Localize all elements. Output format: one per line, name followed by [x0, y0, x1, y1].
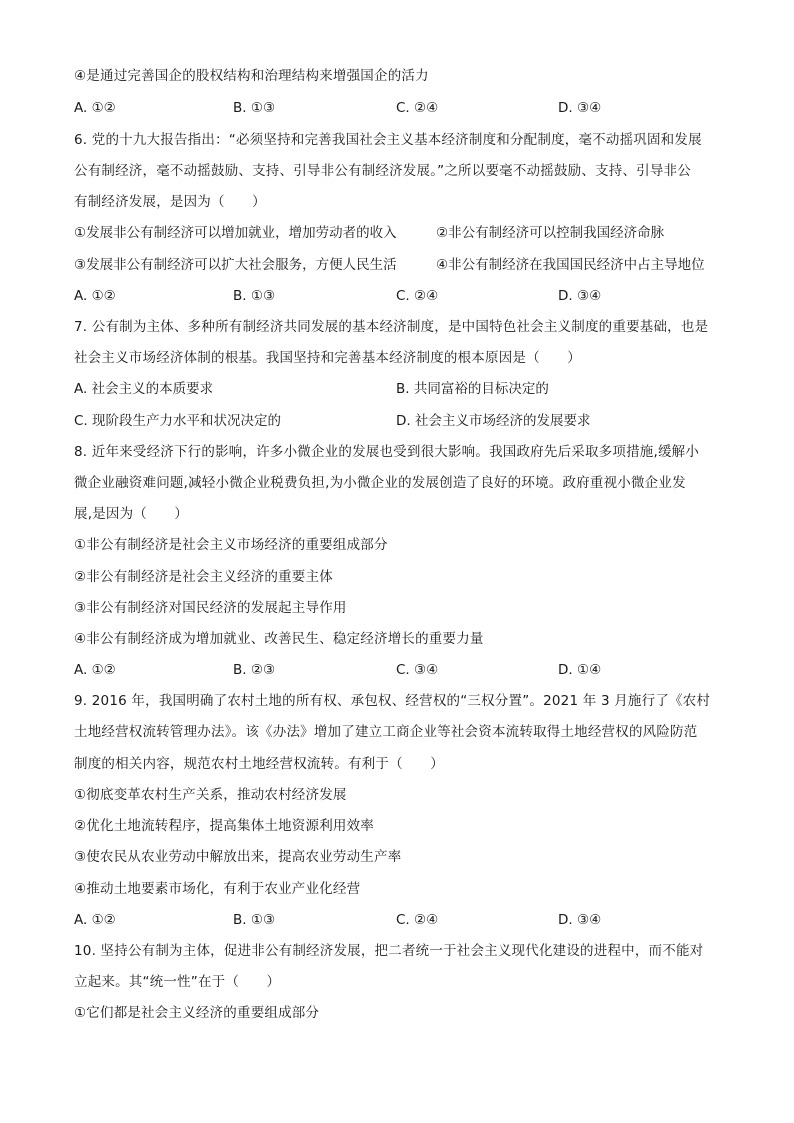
q10-stem-line-1: 10. 坚持公有制为主体，促进非公有制经济发展，把二者统一于社会主义现代化建设的进程中，而不能对 — [74, 943, 704, 959]
q9-option-b[interactable]: B. ①③ — [233, 912, 276, 928]
q5-option-d[interactable]: D. ③④ — [558, 100, 602, 116]
q8-stem-line-1: 8. 近年来受经济下行的影响，许多小微企业的发展也受到很大影响。我国政府先后采取多项措施,缓解小 — [74, 444, 700, 460]
q8-option-a[interactable]: A. ①② — [74, 662, 116, 678]
q8-item-4: ④非公有制经济成为增加就业、改善民生、稳定经济增长的重要力量 — [74, 631, 484, 647]
q9-option-c[interactable]: C. ②④ — [396, 912, 439, 928]
q8-option-d[interactable]: D. ①④ — [558, 662, 602, 678]
q10-stem-line-2: 立起来。其“统一性”在于（ ） — [74, 974, 281, 990]
q7-stem-line-2: 社会主义市场经济体制的根基。我国坚持和完善基本经济制度的根本原因是（ ） — [74, 350, 581, 366]
q8-option-b[interactable]: B. ②③ — [233, 662, 276, 678]
q9-stem-line-3: 制度的相关内容，规范农村土地经营权流转。有利于（ ） — [74, 756, 444, 772]
q7-option-d[interactable]: D. 社会主义市场经济的发展要求 — [396, 413, 591, 429]
q6-item-2: ②非公有制经济可以控制我国经济命脉 — [436, 225, 665, 241]
q9-option-d[interactable]: D. ③④ — [558, 912, 602, 928]
q8-item-3: ③非公有制经济对国民经济的发展起主导作用 — [74, 600, 347, 616]
q7-option-c[interactable]: C. 现阶段生产力水平和状况决定的 — [74, 413, 282, 429]
q6-item-1: ①发展非公有制经济可以增加就业，增加劳动者的收入 — [74, 225, 397, 241]
q7-option-b[interactable]: B. 共同富裕的目标决定的 — [396, 381, 549, 397]
q9-item-4: ④推动土地要素市场化，有利于农业产业化经营 — [74, 881, 361, 897]
q9-item-2: ②优化土地流转程序，提高集体土地资源利用效率 — [74, 818, 375, 834]
q7-stem-line-1: 7. 公有制为主体、多种所有制经济共同发展的基本经济制度，是中国特色社会主义制度的重要基础，也是 — [74, 319, 709, 335]
q5-option-c[interactable]: C. ②④ — [396, 100, 439, 116]
q5-option-a[interactable]: A. ①② — [74, 100, 116, 116]
q6-option-c[interactable]: C. ②④ — [396, 288, 439, 304]
q10-item-1: ①它们都是社会主义经济的重要组成部分 — [74, 1005, 320, 1021]
q8-item-1: ①非公有制经济是社会主义市场经济的重要组成部分 — [74, 537, 388, 553]
q9-stem-line-2: 土地经营权流转管理办法》。该《办法》增加了建立工商企业等社会资本流转取得土地经营权的风险防范 — [74, 724, 698, 740]
q6-item-3: ③发展非公有制经济可以扩大社会服务，方便人民生活 — [74, 257, 397, 273]
q8-stem-line-3: 展,是因为（ ） — [74, 506, 189, 522]
q8-stem-line-2: 微企业融资难问题,减轻小微企业税费负担,为小微企业的发展创造了良好的环境。政府重视小微企业发 — [74, 475, 686, 491]
q8-option-c[interactable]: C. ③④ — [396, 662, 439, 678]
q9-item-1: ①彻底变革农村生产关系，推动农村经济发展 — [74, 787, 347, 803]
q6-item-4: ④非公有制经济在我国国民经济中占主导地位 — [436, 257, 705, 273]
q6-option-d[interactable]: D. ③④ — [558, 288, 602, 304]
q7-option-a[interactable]: A. 社会主义的本质要求 — [74, 381, 214, 397]
q9-stem-line-1: 9. 2016 年，我国明确了农村土地的所有权、承包权、经营权的“三权分置”。2021 年 3 月施行了《农村 — [74, 693, 711, 709]
q6-option-b[interactable]: B. ①③ — [233, 288, 276, 304]
q5-item-4: ④是通过完善国企的股权结构和治理结构来增强国企的活力 — [74, 68, 429, 84]
q6-option-a[interactable]: A. ①② — [74, 288, 116, 304]
q5-option-b[interactable]: B. ①③ — [233, 100, 276, 116]
q6-stem-line-2: 公有制经济，毫不动摇鼓励、支持、引导非公有制经济发展。”之所以要毫不动摇鼓励、支持、引导非公 — [74, 163, 691, 179]
q6-stem-line-1: 6. 党的十九大报告指出：“必须坚持和完善我国社会主义基本经济制度和分配制度，毫不动摇巩固和发展 — [74, 132, 702, 148]
q9-item-3: ③使农民从农业劳动中解放出来，提高农业劳动生产率 — [74, 849, 402, 865]
q6-stem-line-3: 有制经济发展，是因为（ ） — [74, 194, 266, 210]
q8-item-2: ②非公有制经济是社会主义经济的重要主体 — [74, 569, 333, 585]
q9-option-a[interactable]: A. ①② — [74, 912, 116, 928]
